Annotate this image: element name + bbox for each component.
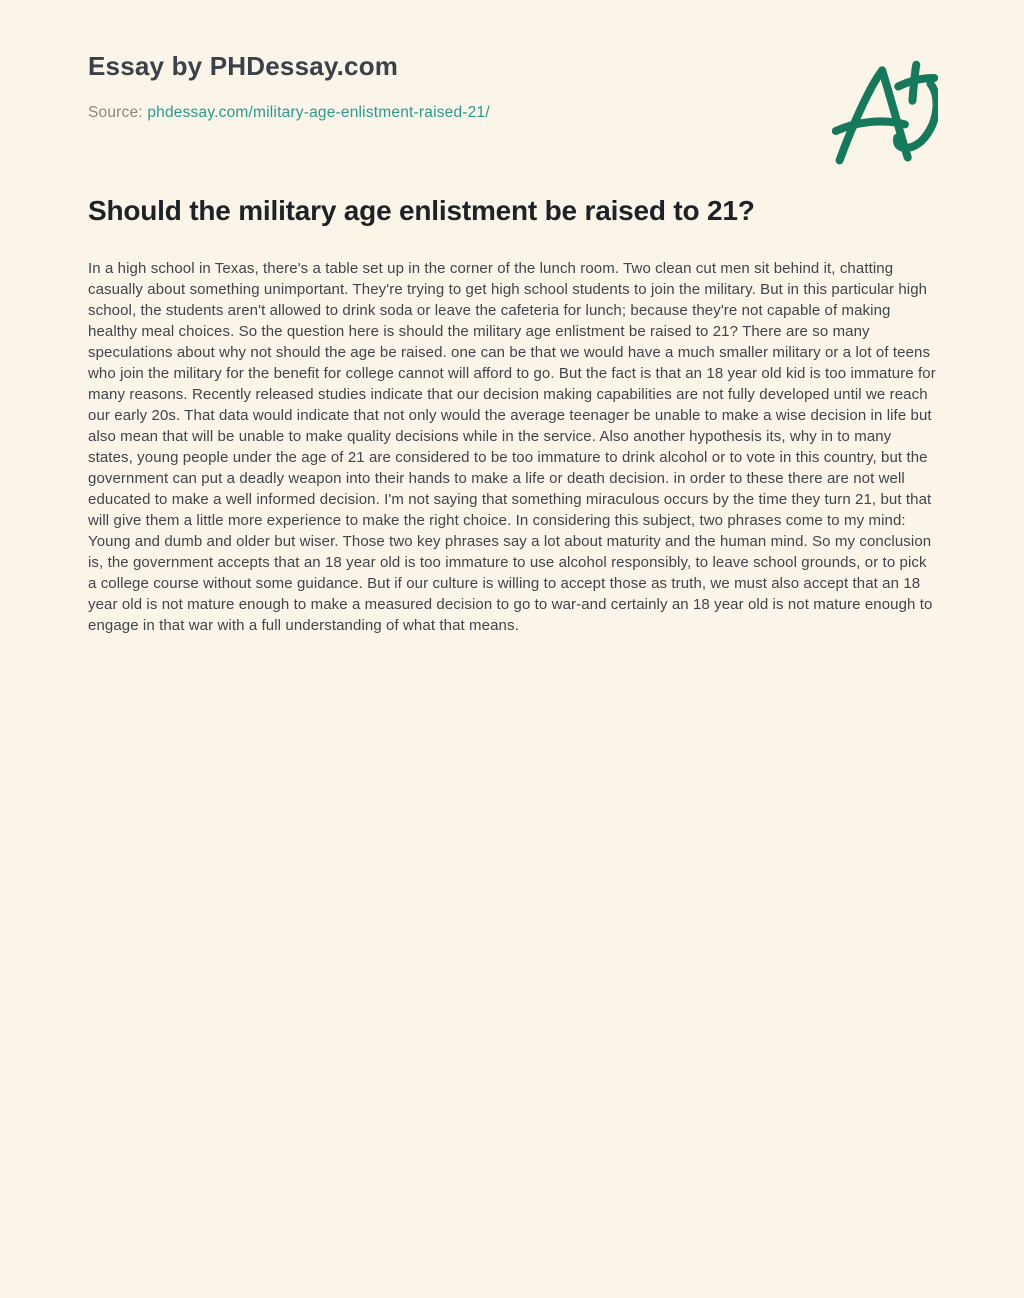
article-title: Should the military age enlistment be raised to 21? — [88, 195, 755, 226]
article-body-text: In a high school in Texas, there's a table set up in the corner of the lunch room. Two clean cut men sit behind it, chatting casually about something unimportant. They're trying to get high school students to join the military. But in this particular high school, the students aren't allowed to drink soda or leave the cafeteria for lunch; because they're not capable of making healthy meal choices. So the question here is should the military age enlistment be raised to 21? There are so many speculations about why not should the age be raised. one can be that we would have a much smaller military or a lot of teens who join the military for the benefit for college cannot will afford to go. But the fact is that an 18 year old kid is too immature for many reasons. Recently released studies indicate that our decision making capabilities are not fully developed until we reach our early 20s. That data would indicate that not only would the average teenager be unable to make a wise decision in life but also mean that will be unable to make quality decisions while in the service. Also another hypothesis its, why in to many states, young people under the age of 21 are considered to be too immature to drink alcohol or to vote in this country, but the government can put a deadly weapon into their hands to make a life or death decision. in order to these there are not well educated to make a well informed decision. I'm not saying that something miraculous occurs by the time they turn 21, but that will give them a little more experience to make the right choice. In considering this subject, two phrases come to my mind: Young and dumb and older but wiser. Those two key phrases say a lot about maturity and the human mind. So my conclusion is, the government accepts that an 18 year old is too immature to use alcohol responsibly, to leave school grounds, or to pick a college course without some guidance. But if our culture is willing to accept those as truth, we must also accept that an 18 year old is not mature enough to make a measured decision to go to war-and certainly an 18 year old is not mature enough to engage in that war with a full understanding of what that means. — [88, 259, 941, 634]
site-title: Essay by PHDessay.com — [88, 51, 399, 81]
source-label: Source: — [88, 103, 148, 121]
source-link[interactable]: phdessay.com/military-age-enlistment-raised-21/ — [147, 103, 490, 121]
page-header — [88, 52, 938, 170]
header-text-block — [88, 52, 490, 122]
source-line — [88, 104, 490, 122]
a-plus-logo-icon — [832, 60, 938, 166]
